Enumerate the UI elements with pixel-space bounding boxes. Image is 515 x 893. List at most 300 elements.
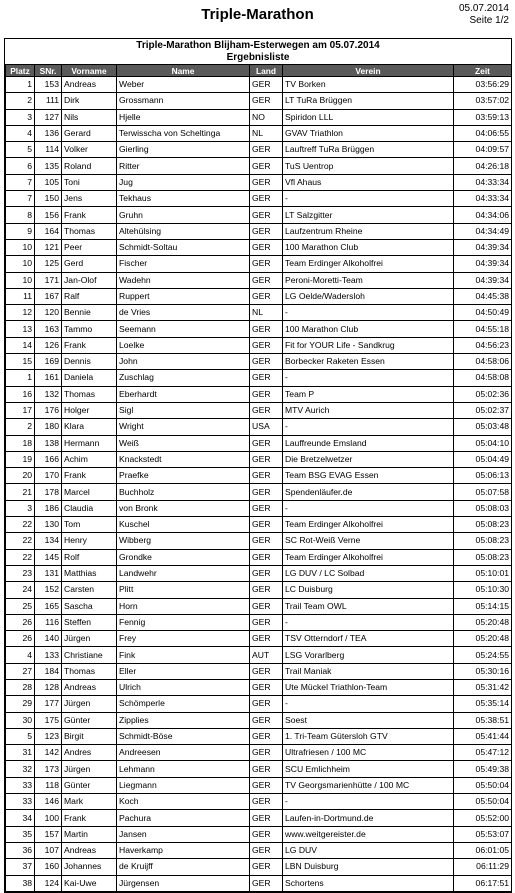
cell-vorname: Klara — [62, 419, 117, 435]
cell-platz: 38 — [6, 875, 35, 891]
cell-zeit: 05:41:44 — [454, 728, 512, 744]
table-row — [6, 484, 512, 500]
cell-vorname: Jan-Olof — [62, 272, 117, 288]
table-row — [6, 93, 512, 109]
page-number: Seite 1/2 — [469, 15, 509, 26]
cell-zeit: 06:11:29 — [454, 859, 512, 875]
cell-name: Fischer — [117, 256, 250, 272]
cell-snr: 127 — [35, 109, 62, 125]
cell-land: GER — [250, 533, 283, 549]
cell-snr: 170 — [35, 468, 62, 484]
cell-platz: 5 — [6, 728, 35, 744]
cell-name: Loelke — [117, 337, 250, 353]
cell-zeit: 05:10:01 — [454, 565, 512, 581]
cell-name: Haverkamp — [117, 842, 250, 858]
cell-land: AUT — [250, 647, 283, 663]
cell-snr: 171 — [35, 272, 62, 288]
cell-snr: 118 — [35, 777, 62, 793]
cell-land: GER — [250, 484, 283, 500]
cell-vorname: Tom — [62, 517, 117, 533]
cell-name: Horn — [117, 598, 250, 614]
cell-vorname: Jürgen — [62, 631, 117, 647]
cell-land: GER — [250, 842, 283, 858]
cell-platz: 10 — [6, 272, 35, 288]
cell-verein: GVAV Triathlon — [283, 125, 454, 141]
table-row — [6, 451, 512, 467]
cell-vorname: Steffen — [62, 614, 117, 630]
cell-snr: 173 — [35, 761, 62, 777]
cell-name: Ruppert — [117, 288, 250, 304]
cell-platz: 34 — [6, 810, 35, 826]
cell-platz: 1 — [6, 370, 35, 386]
cell-name: Koch — [117, 794, 250, 810]
cell-snr: 138 — [35, 435, 62, 451]
col-header-name: Name — [117, 65, 250, 77]
cell-platz: 21 — [6, 484, 35, 500]
cell-land: GER — [250, 272, 283, 288]
cell-verein: Lauffreunde Emsland — [283, 435, 454, 451]
cell-platz: 35 — [6, 826, 35, 842]
cell-zeit: 05:04:49 — [454, 451, 512, 467]
cell-land: GER — [250, 191, 283, 207]
cell-verein: LG Oelde/Wadersloh — [283, 288, 454, 304]
cell-name: Wright — [117, 419, 250, 435]
cell-land: USA — [250, 419, 283, 435]
cell-land: GER — [250, 435, 283, 451]
cell-zeit: 05:52:00 — [454, 810, 512, 826]
table-row — [6, 142, 512, 158]
table-row — [6, 337, 512, 353]
cell-zeit: 04:09:57 — [454, 142, 512, 158]
cell-snr: 186 — [35, 500, 62, 516]
cell-platz: 18 — [6, 435, 35, 451]
cell-land: GER — [250, 288, 283, 304]
table-header-row — [6, 65, 512, 77]
cell-verein: Ultrafriesen / 100 MC — [283, 745, 454, 761]
cell-vorname: Andreas — [62, 842, 117, 858]
page-title: Triple-Marathon — [201, 6, 314, 23]
cell-verein: Ute Mückel Triathlon-Team — [283, 679, 454, 695]
cell-verein: - — [283, 614, 454, 630]
cell-vorname: Andreas — [62, 77, 117, 93]
table-row — [6, 517, 512, 533]
cell-vorname: Kai-Uwe — [62, 875, 117, 891]
cell-zeit: 05:49:38 — [454, 761, 512, 777]
cell-land: GER — [250, 517, 283, 533]
document-date: 05.07.2014 — [458, 3, 509, 14]
cell-vorname: Gerard — [62, 125, 117, 141]
cell-name: Tekhaus — [117, 191, 250, 207]
cell-snr: 124 — [35, 875, 62, 891]
cell-platz: 4 — [6, 125, 35, 141]
cell-zeit: 05:08:23 — [454, 517, 512, 533]
cell-land: GER — [250, 761, 283, 777]
table-row — [6, 77, 512, 93]
cell-verein: LC Duisburg — [283, 582, 454, 598]
table-row — [6, 696, 512, 712]
cell-snr: 165 — [35, 598, 62, 614]
cell-snr: 135 — [35, 158, 62, 174]
cell-verein: - — [283, 305, 454, 321]
cell-name: Zuschlag — [117, 370, 250, 386]
table-row — [6, 875, 512, 891]
cell-vorname: Bennie — [62, 305, 117, 321]
cell-verein: MTV Aurich — [283, 402, 454, 418]
cell-platz: 14 — [6, 337, 35, 353]
cell-snr: 166 — [35, 451, 62, 467]
cell-snr: 156 — [35, 207, 62, 223]
cell-zeit: 05:50:04 — [454, 777, 512, 793]
cell-verein: Vfl Ahaus — [283, 174, 454, 190]
cell-zeit: 04:50:49 — [454, 305, 512, 321]
cell-name: Schömperle — [117, 696, 250, 712]
table-row — [6, 109, 512, 125]
cell-verein: - — [283, 794, 454, 810]
cell-snr: 142 — [35, 745, 62, 761]
cell-zeit: 04:34:49 — [454, 223, 512, 239]
table-row — [6, 125, 512, 141]
cell-land: GER — [250, 93, 283, 109]
cell-snr: 145 — [35, 549, 62, 565]
cell-snr: 169 — [35, 354, 62, 370]
cell-verein: 1. Tri-Team Gütersloh GTV — [283, 728, 454, 744]
cell-zeit: 05:02:37 — [454, 402, 512, 418]
cell-platz: 20 — [6, 468, 35, 484]
cell-verein: SC Rot-Weiß Verne — [283, 533, 454, 549]
cell-land: GER — [250, 598, 283, 614]
cell-zeit: 04:39:34 — [454, 256, 512, 272]
table-row — [6, 826, 512, 842]
cell-verein: LG DUV — [283, 842, 454, 858]
table-row — [6, 468, 512, 484]
cell-snr: 133 — [35, 647, 62, 663]
cell-verein: Team Erdinger Alkoholfrei — [283, 517, 454, 533]
cell-vorname: Frank — [62, 207, 117, 223]
cell-vorname: Frank — [62, 468, 117, 484]
cell-platz: 11 — [6, 288, 35, 304]
cell-vorname: Dennis — [62, 354, 117, 370]
cell-verein: Trail Maniak — [283, 663, 454, 679]
cell-platz: 22 — [6, 533, 35, 549]
cell-snr: 161 — [35, 370, 62, 386]
col-header-zeit: Zeit — [454, 65, 512, 77]
cell-zeit: 06:17:51 — [454, 875, 512, 891]
cell-vorname: Carsten — [62, 582, 117, 598]
cell-name: Fennig — [117, 614, 250, 630]
cell-verein: LBN Duisburg — [283, 859, 454, 875]
cell-snr: 111 — [35, 93, 62, 109]
results-table — [5, 64, 512, 892]
cell-verein: LSG Vorarlberg — [283, 647, 454, 663]
cell-zeit: 05:02:36 — [454, 386, 512, 402]
table-row — [6, 761, 512, 777]
table-row — [6, 370, 512, 386]
cell-zeit: 04:45:38 — [454, 288, 512, 304]
cell-land: GER — [250, 451, 283, 467]
cell-zeit: 05:53:07 — [454, 826, 512, 842]
cell-zeit: 05:08:23 — [454, 533, 512, 549]
cell-zeit: 05:10:30 — [454, 582, 512, 598]
cell-vorname: Matthias — [62, 565, 117, 581]
col-header-vorname: Vorname — [62, 65, 117, 77]
list-title: Ergebnisliste — [226, 52, 290, 63]
cell-snr: 121 — [35, 239, 62, 255]
cell-land: GER — [250, 354, 283, 370]
cell-vorname: Roland — [62, 158, 117, 174]
cell-platz: 31 — [6, 745, 35, 761]
table-row — [6, 777, 512, 793]
cell-vorname: Marcel — [62, 484, 117, 500]
cell-zeit: 05:47:12 — [454, 745, 512, 761]
cell-vorname: Daniela — [62, 370, 117, 386]
cell-vorname: Jürgen — [62, 761, 117, 777]
cell-vorname: Jens — [62, 191, 117, 207]
results-caption — [5, 39, 511, 64]
table-row — [6, 435, 512, 451]
cell-platz: 22 — [6, 549, 35, 565]
cell-verein: Lauftreff TuRa Brüggen — [283, 142, 454, 158]
cell-name: Zipplies — [117, 712, 250, 728]
cell-snr: 153 — [35, 77, 62, 93]
cell-name: Kuschel — [117, 517, 250, 533]
cell-name: Pachura — [117, 810, 250, 826]
table-row — [6, 256, 512, 272]
cell-land: GER — [250, 500, 283, 516]
cell-name: Plitt — [117, 582, 250, 598]
cell-verein: Schortens — [283, 875, 454, 891]
cell-vorname: Peer — [62, 239, 117, 255]
cell-snr: 114 — [35, 142, 62, 158]
event-title: Triple-Marathon Blijham-Esterwegen am 05.07.2014 — [136, 40, 380, 51]
cell-zeit: 05:04:10 — [454, 435, 512, 451]
cell-vorname: Frank — [62, 810, 117, 826]
cell-land: GER — [250, 142, 283, 158]
cell-zeit: 03:59:13 — [454, 109, 512, 125]
cell-verein: Peroni-Moretti-Team — [283, 272, 454, 288]
cell-zeit: 04:33:34 — [454, 191, 512, 207]
col-header-snr: SNr. — [35, 65, 62, 77]
cell-zeit: 04:34:06 — [454, 207, 512, 223]
cell-land: GER — [250, 468, 283, 484]
table-row — [6, 794, 512, 810]
cell-vorname: Andreas — [62, 679, 117, 695]
cell-vorname: Henry — [62, 533, 117, 549]
cell-verein: - — [283, 370, 454, 386]
cell-verein: TSV Otterndorf / TEA — [283, 631, 454, 647]
cell-verein: Laufen-in-Dortmund.de — [283, 810, 454, 826]
cell-name: Gruhn — [117, 207, 250, 223]
cell-verein: LT Salzgitter — [283, 207, 454, 223]
cell-vorname: Martin — [62, 826, 117, 842]
cell-snr: 175 — [35, 712, 62, 728]
cell-name: Weber — [117, 77, 250, 93]
cell-snr: 132 — [35, 386, 62, 402]
table-row — [6, 712, 512, 728]
page-meta — [459, 3, 509, 27]
cell-snr: 177 — [35, 696, 62, 712]
cell-verein: 100 Marathon Club — [283, 239, 454, 255]
table-row — [6, 402, 512, 418]
cell-land: GER — [250, 712, 283, 728]
cell-platz: 28 — [6, 679, 35, 695]
cell-snr: 128 — [35, 679, 62, 695]
table-row — [6, 207, 512, 223]
cell-snr: 184 — [35, 663, 62, 679]
cell-land: GER — [250, 728, 283, 744]
cell-vorname: Claudia — [62, 500, 117, 516]
cell-snr: 136 — [35, 125, 62, 141]
cell-vorname: Mark — [62, 794, 117, 810]
cell-verein: - — [283, 500, 454, 516]
cell-snr: 116 — [35, 614, 62, 630]
cell-name: Sigl — [117, 402, 250, 418]
cell-name: Weiß — [117, 435, 250, 451]
cell-name: Andreesen — [117, 745, 250, 761]
cell-platz: 19 — [6, 451, 35, 467]
cell-vorname: Rolf — [62, 549, 117, 565]
cell-land: GER — [250, 337, 283, 353]
cell-zeit: 05:31:42 — [454, 679, 512, 695]
cell-name: Seemann — [117, 321, 250, 337]
cell-platz: 7 — [6, 191, 35, 207]
table-row — [6, 810, 512, 826]
cell-land: GER — [250, 631, 283, 647]
cell-platz: 15 — [6, 354, 35, 370]
cell-vorname: Andres — [62, 745, 117, 761]
cell-name: Hjelle — [117, 109, 250, 125]
cell-platz: 32 — [6, 761, 35, 777]
cell-platz: 7 — [6, 174, 35, 190]
cell-snr: 130 — [35, 517, 62, 533]
cell-vorname: Toni — [62, 174, 117, 190]
cell-platz: 33 — [6, 794, 35, 810]
cell-vorname: Volker — [62, 142, 117, 158]
cell-verein: Spiridon LLL — [283, 109, 454, 125]
cell-vorname: Thomas — [62, 663, 117, 679]
cell-land: GER — [250, 158, 283, 174]
cell-verein: - — [283, 696, 454, 712]
cell-snr: 120 — [35, 305, 62, 321]
cell-land: GER — [250, 402, 283, 418]
cell-verein: Soest — [283, 712, 454, 728]
cell-land: GER — [250, 223, 283, 239]
cell-verein: TuS Uentrop — [283, 158, 454, 174]
cell-vorname: Günter — [62, 712, 117, 728]
cell-name: Jug — [117, 174, 250, 190]
cell-platz: 27 — [6, 663, 35, 679]
cell-name: Jürgensen — [117, 875, 250, 891]
cell-vorname: Gerd — [62, 256, 117, 272]
cell-zeit: 04:55:18 — [454, 321, 512, 337]
table-row — [6, 272, 512, 288]
table-row — [6, 500, 512, 516]
cell-platz: 5 — [6, 142, 35, 158]
cell-land: GER — [250, 370, 283, 386]
cell-name: Jansen — [117, 826, 250, 842]
cell-snr: 163 — [35, 321, 62, 337]
cell-land: GER — [250, 614, 283, 630]
cell-land: GER — [250, 696, 283, 712]
cell-verein: Team P — [283, 386, 454, 402]
cell-zeit: 05:08:03 — [454, 500, 512, 516]
cell-land: GER — [250, 875, 283, 891]
cell-zeit: 05:14:15 — [454, 598, 512, 614]
cell-platz: 2 — [6, 419, 35, 435]
cell-name: Eberhardt — [117, 386, 250, 402]
cell-name: Terwisscha von Scheltinga — [117, 125, 250, 141]
cell-snr: 178 — [35, 484, 62, 500]
cell-zeit: 05:20:48 — [454, 614, 512, 630]
table-row — [6, 745, 512, 761]
cell-name: de Kruijff — [117, 859, 250, 875]
cell-vorname: Günter — [62, 777, 117, 793]
table-row — [6, 859, 512, 875]
table-row — [6, 419, 512, 435]
cell-verein: 100 Marathon Club — [283, 321, 454, 337]
cell-name: Eller — [117, 663, 250, 679]
cell-land: GER — [250, 321, 283, 337]
cell-platz: 8 — [6, 207, 35, 223]
cell-platz: 2 — [6, 93, 35, 109]
cell-verein: Trail Team OWL — [283, 598, 454, 614]
cell-name: Grondke — [117, 549, 250, 565]
cell-platz: 16 — [6, 386, 35, 402]
cell-platz: 10 — [6, 239, 35, 255]
cell-name: Knackstedt — [117, 451, 250, 467]
table-row — [6, 842, 512, 858]
cell-name: Wadehn — [117, 272, 250, 288]
cell-vorname: Achim — [62, 451, 117, 467]
cell-name: Gierling — [117, 142, 250, 158]
cell-zeit: 05:30:16 — [454, 663, 512, 679]
cell-name: Landwehr — [117, 565, 250, 581]
cell-land: NL — [250, 305, 283, 321]
table-row — [6, 631, 512, 647]
cell-vorname: Ralf — [62, 288, 117, 304]
cell-zeit: 06:01:05 — [454, 842, 512, 858]
cell-land: GER — [250, 77, 283, 93]
cell-land: GER — [250, 549, 283, 565]
results-frame — [4, 38, 512, 893]
cell-verein: www.weitgereister.de — [283, 826, 454, 842]
cell-platz: 3 — [6, 109, 35, 125]
cell-land: GER — [250, 256, 283, 272]
cell-land: GER — [250, 565, 283, 581]
table-row — [6, 728, 512, 744]
cell-snr: 131 — [35, 565, 62, 581]
cell-platz: 29 — [6, 696, 35, 712]
cell-vorname: Nils — [62, 109, 117, 125]
cell-vorname: Thomas — [62, 386, 117, 402]
cell-snr: 146 — [35, 794, 62, 810]
cell-platz: 26 — [6, 631, 35, 647]
cell-verein: Spendenläufer.de — [283, 484, 454, 500]
table-row — [6, 647, 512, 663]
cell-name: de Vries — [117, 305, 250, 321]
cell-land: NO — [250, 109, 283, 125]
cell-zeit: 04:39:34 — [454, 239, 512, 255]
table-row — [6, 549, 512, 565]
table-row — [6, 158, 512, 174]
cell-platz: 30 — [6, 712, 35, 728]
cell-verein: Borbecker Raketen Essen — [283, 354, 454, 370]
cell-verein: TV Borken — [283, 77, 454, 93]
cell-snr: 167 — [35, 288, 62, 304]
table-row — [6, 614, 512, 630]
cell-snr: 152 — [35, 582, 62, 598]
cell-name: Praefke — [117, 468, 250, 484]
cell-verein: Laufzentrum Rheine — [283, 223, 454, 239]
